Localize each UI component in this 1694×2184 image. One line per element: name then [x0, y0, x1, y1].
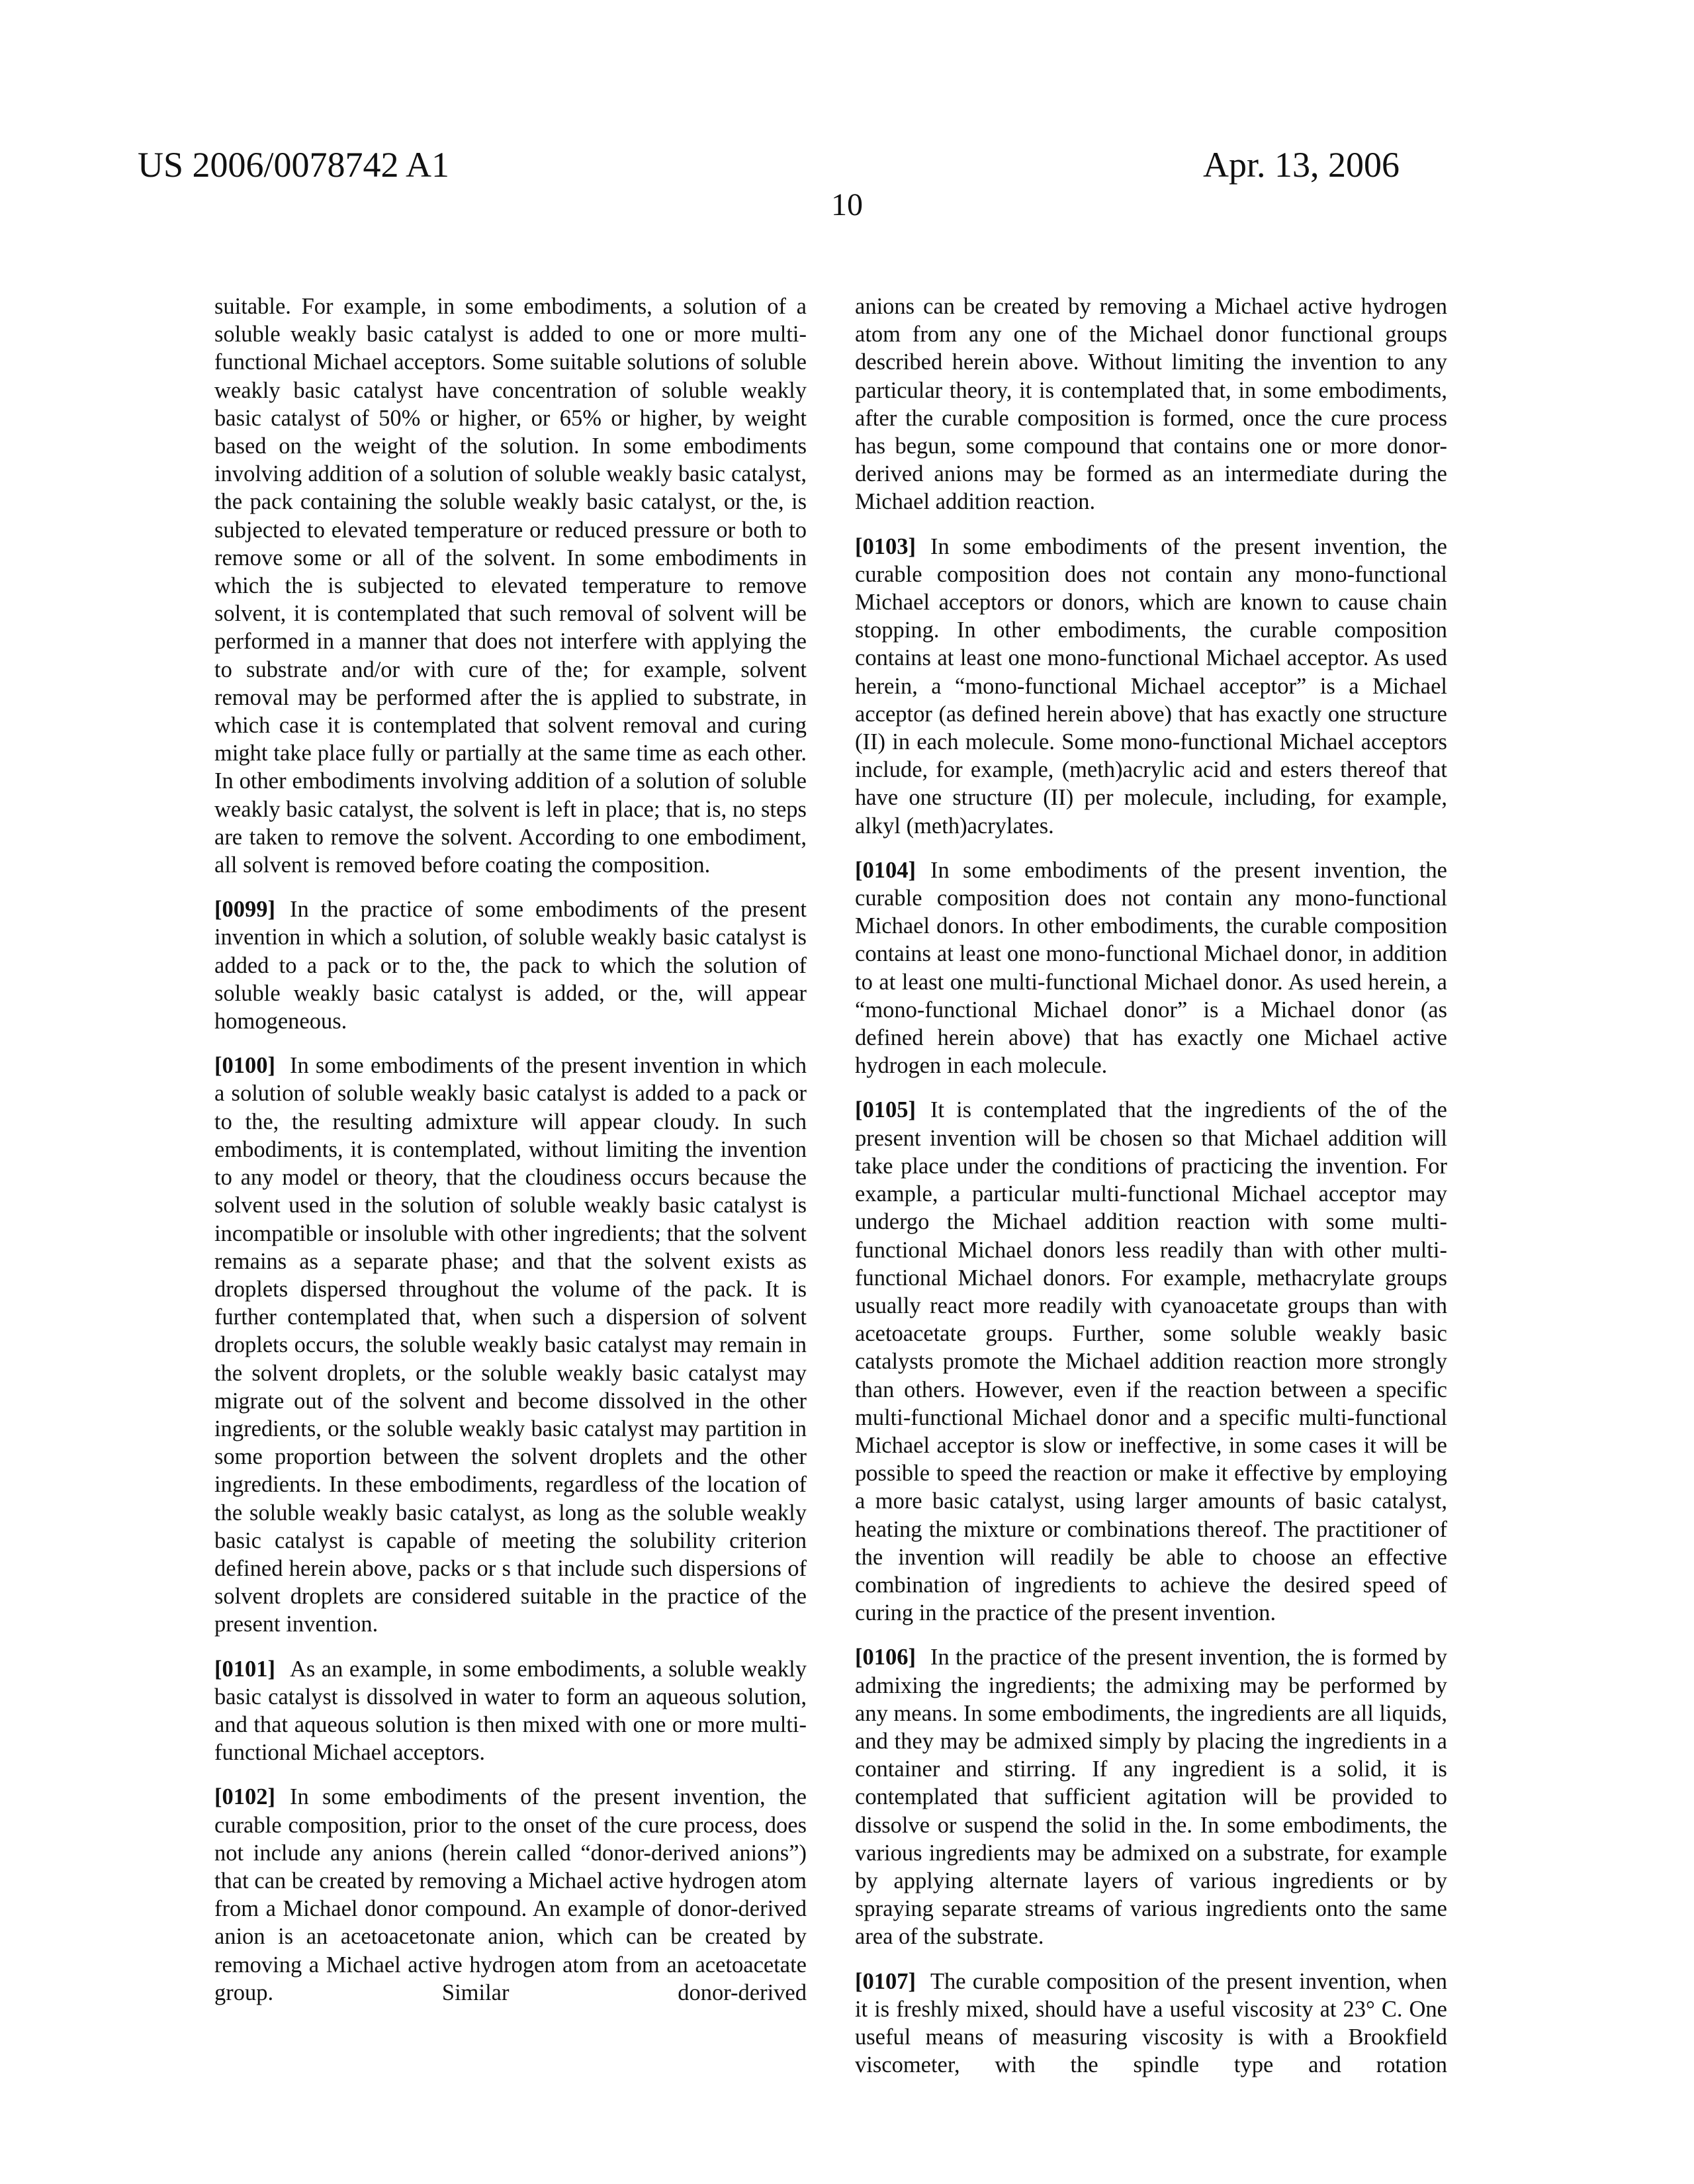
page-number: 10	[0, 187, 1694, 223]
paragraph	[855, 533, 1447, 840]
paragraph-number: [0105]	[855, 1097, 916, 1122]
paragraph-text: suitable. For example, in some embodiments, a solution of a soluble weakly basic catalyst is added to one or more multi-functional Michael acceptors. Some suitable solutions of soluble weakly basic catalyst have concentration of soluble weakly basic catalyst of 50% or higher, or 65% or higher, by weight based on the weight of the solution. In some embodiments involving addition of a solution of soluble weakly basic catalyst, the pack containing the soluble weakly basic catalyst, or the, is subjected to elevated temperature or reduced pressure or both to remove some or all of the solvent. In some embodiments in which the is subjected to elevated temperature to remove solvent, it is contemplated that such removal of solvent will be performed in a manner that does not interfere with applying the to substrate and/or with cure of the; for example, solvent removal may be performed after the is applied to substrate, in which case it is contemplated that solvent removal and curing might take place fully or partially at the same time as each other. In other embodiments involving addition of a solution of soluble weakly basic catalyst, the solvent is left in place; that is, no steps are taken to remove the solvent. According to one embodiment, all solvent is removed before coating the composition.	[214, 294, 807, 878]
paragraph	[214, 293, 807, 879]
paragraph-number: [0099]	[214, 897, 275, 922]
paragraph	[855, 1968, 1447, 2079]
paragraph	[855, 856, 1447, 1080]
paragraph-number: [0100]	[214, 1053, 275, 1078]
paragraph-text: In some embodiments of the present invention in which a solution of soluble weakly basic catalyst is added to a pack or to the, the resulting admixture will appear cloudy. In such embodiments, it is contemplated, without limiting the invention to any model or theory, that the cloudiness occurs because the solvent used in the solution of soluble weakly basic catalyst is incompatible or insoluble with other ingredients; that the solvent remains as a separate phase; and that the solvent exists as droplets dispersed throughout the volume of the pack. It is further contemplated that, when such a dispersion of solvent droplets occurs, the soluble weakly basic catalyst may remain in the solvent droplets, or the soluble weakly basic catalyst may migrate out of the solvent and become dissolved in the other ingredients, or the soluble weakly basic catalyst may partition in some proportion between the solvent droplets and the other ingredients. In these embodiments, regardless of the location of the soluble weakly basic catalyst, as long as the soluble weakly basic catalyst is capable of meeting the solubility criterion defined herein above, packs or s that include such dispersions of solvent droplets are considered suitable in the practice of the present invention.	[214, 1053, 807, 1637]
paragraph-number: [0107]	[855, 1969, 916, 1994]
paragraph-text: It is contemplated that the ingredients of the of the present invention will be chosen so that Michael addition will take place under the conditions of practicing the invention. For example, a particular multi-functional Michael acceptor may undergo the Michael addition reaction with some multi-functional Michael donors less readily than with other multi-functional Michael donors. For example, methacrylate groups usually react more readily with cyanoacetate groups than with acetoacetate groups. Further, some soluble weakly basic catalysts promote the Michael addition reaction more strongly than others. However, even if the reaction between a specific multi-functional Michael donor and a specific multi-functional Michael acceptor is slow or ineffective, in some cases it will be possible to speed the reaction or make it effective by employing a more basic catalyst, using larger amounts of basic catalyst, heating the mixture or combinations thereof. The practitioner of the invention will readily be able to choose an effective combination of ingredients to achieve the desired speed of curing in the practice of the present invention.	[855, 1097, 1447, 1625]
paragraph-text: anions can be created by removing a Michael active hydrogen atom from any one of the Michael donor functional groups described herein above. Without limiting the invention to any particular theory, it is contemplated that, in some embodiments, after the curable composition is formed, once the cure process has begun, some compound that contains one or more donor-derived anions may be formed as an intermediate during the Michael addition reaction.	[855, 294, 1447, 514]
publication-date: Apr. 13, 2006	[1203, 144, 1400, 185]
paragraph	[214, 895, 807, 1035]
publication-number: US 2006/0078742 A1	[138, 144, 449, 185]
paragraph-number: [0101]	[214, 1657, 275, 1682]
right-column	[855, 293, 1447, 2079]
paragraph	[855, 1643, 1447, 1950]
paragraph-text: The curable composition of the present invention, when it is freshly mixed, should have a useful viscosity at 23° C. One useful means of measuring viscosity is with a Brookfield viscometer, with the spindle type and rotation	[855, 1969, 1447, 2078]
paragraph-text: In some embodiments of the present invention, the curable composition, prior to the onset of the cure process, does not include any anions (herein called “donor-derived anions”) that can be created by removing a Michael active hydrogen atom from a Michael donor compound. An example of donor-derived anion is an acetoacetonate anion, which can be created by removing a Michael active hydrogen atom from an acetoacetate group. Similar donor-derived	[214, 1784, 807, 2005]
left-column	[214, 293, 807, 2007]
paragraph	[214, 1783, 807, 2007]
paragraph-text: In some embodiments of the present invention, the curable composition does not contain any mono-functional Michael donors. In other embodiments, the curable composition contains at least one mono-functional Michael donor, in addition to at least one multi-functional Michael donor. As used herein, a “mono-functional Michael donor” is a Michael donor (as defined herein above) that has exactly one Michael active hydrogen in each molecule.	[855, 858, 1447, 1078]
paragraph	[214, 1655, 807, 1767]
paragraph	[855, 293, 1447, 516]
paragraph-number: [0103]	[855, 534, 916, 559]
paragraph-number: [0104]	[855, 858, 916, 883]
paragraph	[855, 1096, 1447, 1627]
paragraph-text: In some embodiments of the present invention, the curable composition does not contain any mono-functional Michael acceptors or donors, which are known to cause chain stopping. In other embodiments, the curable composition contains at least one mono-functional Michael acceptor. As used herein, a “mono-functional Michael acceptor” is a Michael acceptor (as defined herein above) that has exactly one structure (II) in each molecule. Some mono-functional Michael acceptors include, for example, (meth)acrylic acid and esters thereof that have one structure (II) per molecule, including, for example, alkyl (meth)acrylates.	[855, 534, 1447, 839]
paragraph-text: In the practice of the present invention, the is formed by admixing the ingredients; the admixing may be performed by any means. In some embodiments, the ingredients are all liquids, and they may be admixed simply by placing the ingredients in a container and stirring. If any ingredient is a solid, it is contemplated that sufficient agitation will be provided to dissolve or suspend the solid in the. In some embodiments, the various ingredients may be admixed on a substrate, for example by applying alternate layers of various ingredients or by spraying separate streams of various ingredients onto the same area of the substrate.	[855, 1645, 1447, 1949]
paragraph-number: [0102]	[214, 1784, 275, 1809]
paragraph	[214, 1052, 807, 1638]
paragraph-number: [0106]	[855, 1645, 916, 1670]
paragraph-text: In the practice of some embodiments of the present invention in which a solution, of soluble weakly basic catalyst is added to a pack or to the, the pack to which the solution of soluble weakly basic catalyst is added, or the, will appear homogeneous.	[214, 897, 807, 1034]
paragraph-text: As an example, in some embodiments, a soluble weakly basic catalyst is dissolved in water to form an aqueous solution, and that aqueous solution is then mixed with one or more multi-functional Michael acceptors.	[214, 1657, 807, 1766]
